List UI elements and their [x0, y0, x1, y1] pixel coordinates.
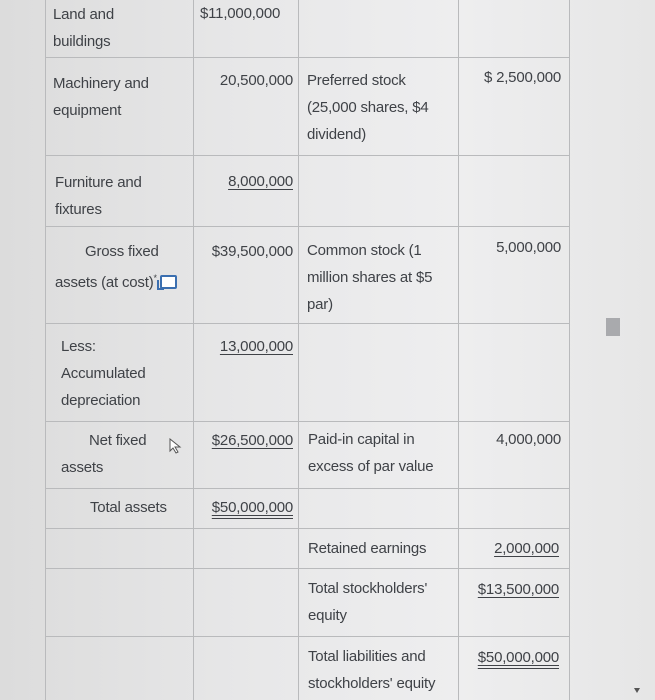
- scrollbar-thumb[interactable]: [606, 318, 620, 336]
- net-fixed-assets-label: Net fixed assets: [61, 432, 147, 476]
- retained-earnings-value: 2,000,000: [494, 540, 559, 557]
- column-divider: [298, 0, 299, 700]
- row-divider: [45, 568, 570, 569]
- total-stockholders-equity-label: Total stockholders' equity: [308, 580, 428, 624]
- row-divider: [45, 57, 570, 58]
- preferred-stock-label: Preferred stock (25,000 shares, $4 dividend): [307, 72, 429, 143]
- table-border: [45, 0, 46, 700]
- furniture-label: Furniture and fixtures: [55, 174, 142, 218]
- row-divider: [45, 323, 570, 324]
- accumulated-depreciation-label: Less: Accumulated depreciation: [61, 338, 146, 409]
- row-divider: [45, 636, 570, 637]
- table-border: [569, 0, 570, 700]
- common-stock-label: Common stock (1 million shares at $5 par): [307, 242, 433, 313]
- machinery-value: 20,500,000: [219, 72, 293, 89]
- balance-sheet-table: [45, 0, 570, 700]
- accumulated-depreciation-value: 13,000,000: [219, 338, 293, 355]
- common-stock-value: 5,000,000: [496, 239, 561, 256]
- paid-in-capital-value: 4,000,000: [496, 431, 561, 448]
- total-liabilities-equity-label: Total liabilities and stockholders' equity: [308, 648, 436, 692]
- column-divider: [458, 0, 459, 700]
- gross-fixed-assets-label: Gross fixed assets (at cost)*: [55, 238, 177, 296]
- row-divider: [45, 155, 570, 156]
- mouse-pointer-icon: [169, 438, 183, 454]
- total-liabilities-equity-value: $50,000,000: [477, 649, 559, 666]
- paid-in-capital-label: Paid-in capital in excess of par value: [308, 431, 434, 475]
- total-stockholders-equity-value: $13,500,000: [477, 581, 559, 598]
- machinery-label: Machinery and equipment: [53, 75, 149, 119]
- popup-window-icon[interactable]: [160, 275, 177, 289]
- furniture-value: 8,000,000: [228, 173, 293, 190]
- row-divider: [45, 528, 570, 529]
- column-divider: [193, 0, 194, 700]
- net-fixed-assets-value: $26,500,000: [211, 432, 293, 449]
- gross-fixed-assets-value: $39,500,000: [211, 243, 293, 260]
- preferred-stock-value: $ 2,500,000: [483, 69, 561, 86]
- land-label: Land and buildings: [53, 6, 114, 50]
- retained-earnings-label: Retained earnings: [308, 540, 427, 557]
- row-divider: [45, 421, 570, 422]
- total-assets-label: Total assets: [90, 499, 167, 516]
- row-divider: [45, 488, 570, 489]
- row-divider: [45, 226, 570, 227]
- land-value: $11,000,000: [200, 5, 281, 22]
- total-assets-value: $50,000,000: [211, 499, 293, 516]
- scroll-down-icon[interactable]: [634, 688, 640, 693]
